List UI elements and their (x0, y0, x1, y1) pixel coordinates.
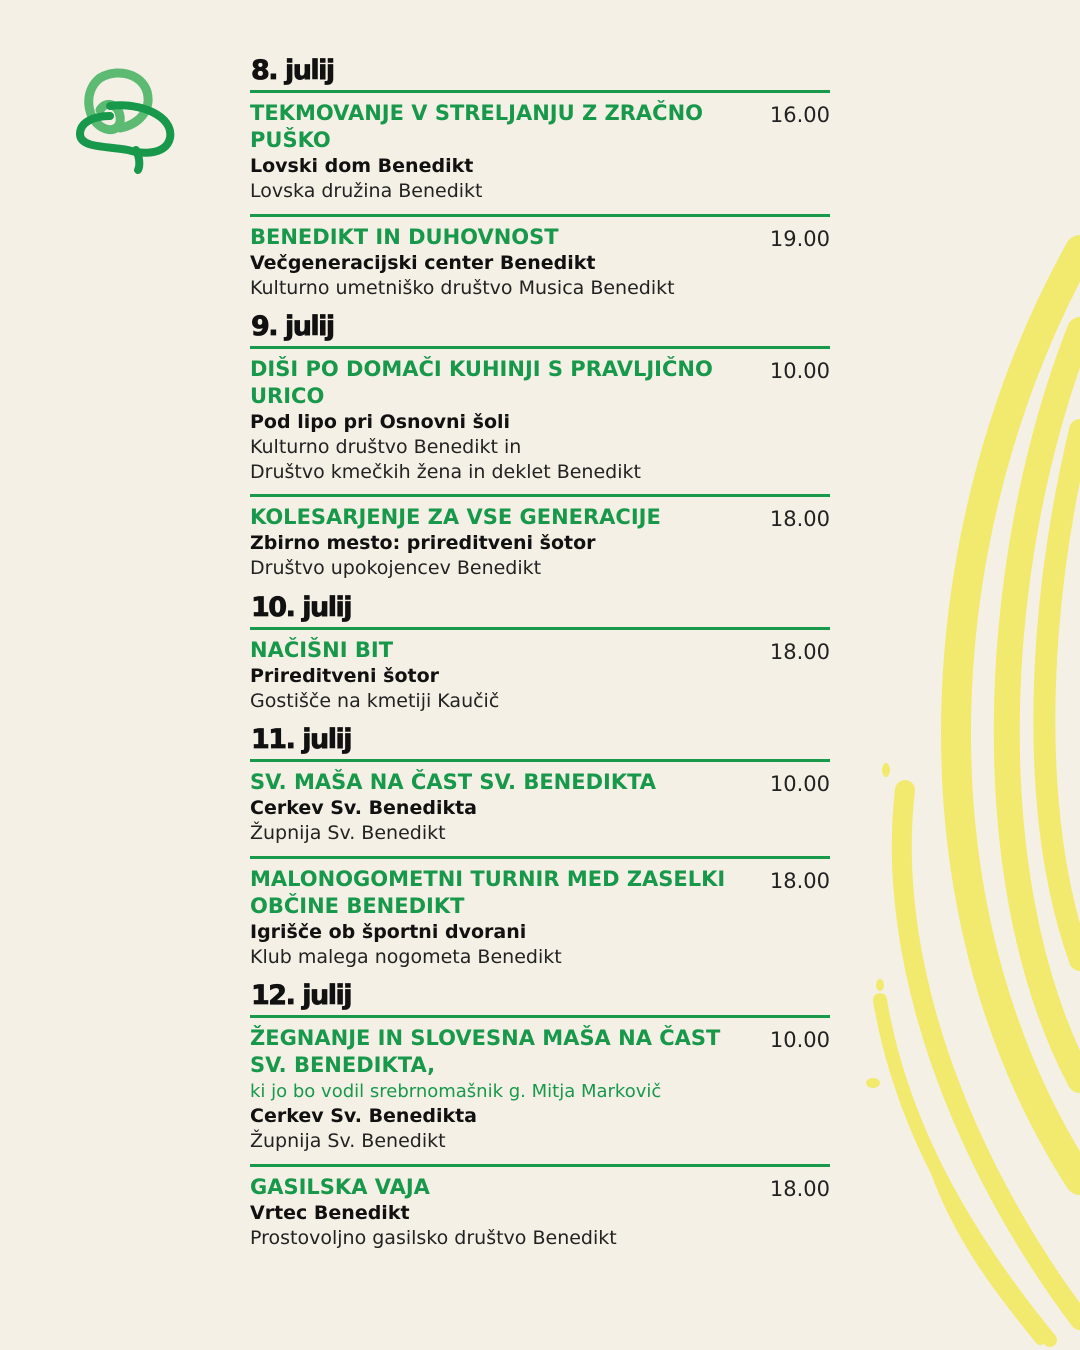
event-organizer: Lovska družina Benedikt (250, 180, 483, 202)
event-title: KOLESARJENJE ZA VSE GENERACIJE (250, 505, 661, 529)
event-time: 10.00 (769, 359, 830, 383)
day-section (250, 591, 830, 724)
day-section (250, 54, 830, 310)
event-time: 19.00 (769, 226, 830, 251)
day-title: 12. julij (251, 980, 351, 1011)
event-item (250, 1015, 830, 1164)
event-venue: Pod lipo pri Osnovni šoli (250, 411, 511, 433)
event-time: 10.00 (769, 772, 830, 796)
day-title: 9. julij (251, 311, 334, 342)
event-title: DIŠI PO DOMAČI KUHINJI S PRAVLJIČNO URICO (250, 357, 713, 408)
day-title: 10. julij (251, 591, 351, 623)
event-organizer: Župnija Sv. Benedikt (250, 1130, 446, 1152)
event-title: MALONOGOMETNI TURNIR MED ZASELKI OBČINE BENEDIKT (250, 866, 726, 918)
event-item (250, 627, 830, 724)
day-section (250, 723, 830, 979)
event-time: 18.00 (769, 868, 830, 893)
day-title: 8. julij (251, 55, 334, 86)
event-item (250, 856, 830, 980)
event-item (250, 346, 830, 494)
day-section (250, 979, 830, 1260)
benedikt-leaf-logo-icon (70, 66, 182, 178)
event-title: SV. MAŠA NA ČAST SV. BENEDIKTA (250, 770, 657, 794)
event-item (250, 1164, 830, 1261)
event-title: TEKMOVANJE V STRELJANJU Z ZRAČNO PUŠKO (250, 101, 704, 152)
event-venue: Lovski dom Benedikt (250, 155, 474, 177)
event-title: BENEDIKT IN DUHOVNOST (250, 224, 559, 249)
event-item (250, 759, 830, 856)
day-title: 11. julij (251, 724, 351, 755)
day-section (250, 310, 830, 591)
event-venue: Cerkev Sv. Benedikta (250, 797, 477, 819)
event-venue: Večgeneracijski center Benedikt (250, 251, 596, 274)
event-organizer: Gostišče na kmetiji Kaučič (250, 689, 500, 712)
event-venue: Zbirno mesto: prireditveni šotor (250, 532, 596, 554)
event-venue: Vrtec Benedikt (250, 1201, 410, 1224)
event-organizer: Prostovoljno gasilsko društvo Benedikt (250, 1226, 617, 1249)
event-title: ŽEGNANJE IN SLOVESNA MAŠA NA ČAST SV. BENEDIKTA, (250, 1026, 721, 1077)
event-item (250, 214, 830, 311)
event-item (250, 90, 830, 214)
event-time: 16.00 (769, 103, 830, 127)
event-organizer: Klub malega nogometa Benedikt (250, 945, 562, 968)
event-venue: Cerkev Sv. Benedikta (250, 1105, 477, 1127)
event-venue: Igrišče ob športni dvorani (250, 920, 527, 943)
event-item (250, 494, 830, 591)
event-organizer: Župnija Sv. Benedikt (250, 822, 446, 844)
event-time: 10.00 (769, 1028, 830, 1052)
event-organizer: Društvo upokojencev Benedikt (250, 557, 542, 579)
event-time: 18.00 (769, 507, 830, 531)
event-note: ki jo bo vodil srebrnomašnik g. Mitja Markovič (250, 1081, 662, 1102)
event-title: GASILSKA VAJA (250, 1174, 430, 1199)
event-organizer: Kulturno umetniško društvo Musica Benedikt (250, 276, 675, 299)
event-venue: Prireditveni šotor (250, 664, 440, 687)
event-time: 18.00 (769, 639, 830, 664)
event-title: NAČIŠNI BIT (250, 637, 394, 662)
event-time: 18.00 (769, 1176, 830, 1201)
event-schedule (250, 54, 830, 1260)
event-organizer: Kulturno društvo Benedikt in Društvo kmečkih žena in deklet Benedikt (250, 436, 641, 483)
benedikt-logo (70, 66, 182, 178)
